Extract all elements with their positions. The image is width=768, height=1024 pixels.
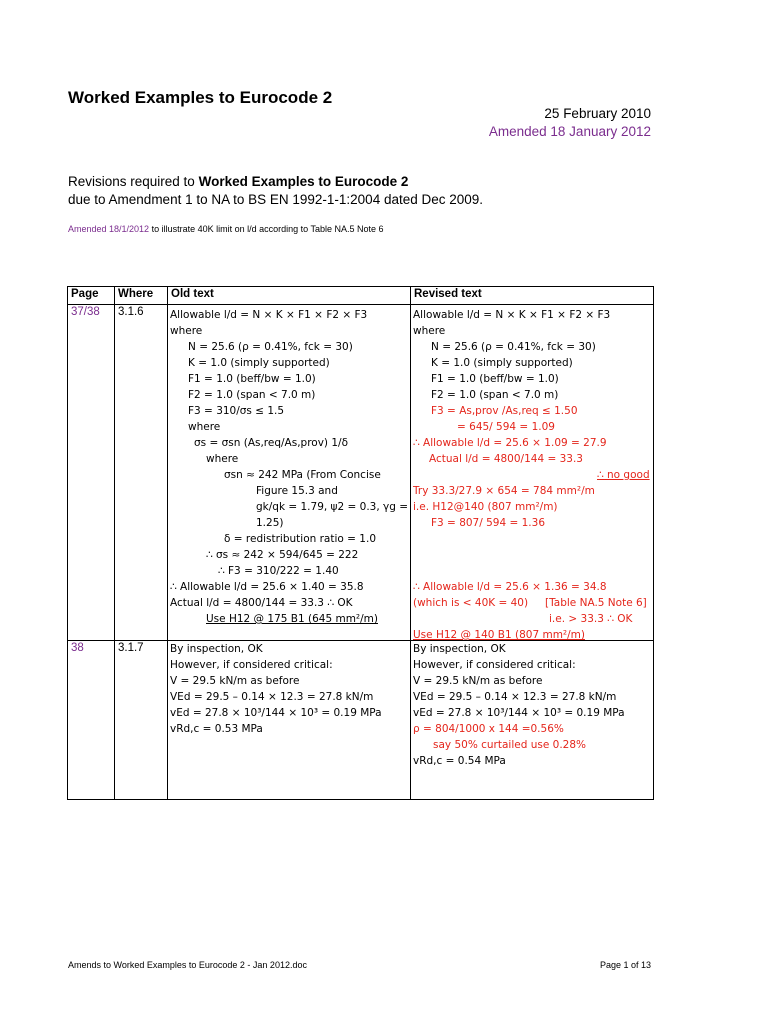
- revised-line: F3 = As,prov /As,req ≤ 1.50: [431, 405, 578, 417]
- old-line: σs = σsn (As,req/As,prov) 1/δ: [194, 437, 349, 449]
- old-line: δ = redistribution ratio = 1.0: [224, 533, 376, 545]
- old-line: where: [188, 421, 221, 433]
- header-page: Page: [68, 287, 115, 305]
- revised-line: N = 25.6 (ρ = 0.41%, fck = 30): [431, 341, 596, 353]
- row2-old-text: [168, 641, 411, 800]
- revised-line: [Table NA.5 Note 6]: [545, 597, 647, 609]
- revised-line: However, if considered critical:: [413, 659, 576, 671]
- row1-old-text: [168, 305, 411, 641]
- old-line: σsn ≈ 242 MPa (From Concise: [224, 469, 381, 481]
- revised-line: say 50% curtailed use 0.28%: [433, 739, 587, 751]
- old-line: Use H12 @ 175 B1 (645 mm²/m): [206, 613, 378, 625]
- table-row: [68, 641, 654, 800]
- revised-line: ρ = 804/1000 x 144 =0.56%: [413, 723, 564, 735]
- revised-line: = 645/ 594 = 1.09: [457, 421, 555, 433]
- old-line: ∴ σs ≈ 242 × 594/645 = 222: [206, 549, 359, 561]
- revised-line: F2 = 1.0 (span < 7.0 m): [431, 389, 559, 401]
- row1-revised-text: [411, 305, 654, 641]
- header-where: Where: [115, 287, 168, 305]
- old-line: N = 25.6 (ρ = 0.41%, fck = 30): [188, 341, 353, 353]
- revised-line: F3 = 807/ 594 = 1.36: [431, 517, 546, 529]
- amended-date: Amended 18 January 2012: [488, 124, 651, 139]
- revised-line: Allowable l/d = N × K × F1 × F2 × F3: [413, 309, 611, 321]
- old-line: Actual l/d = 4800/144 = 33.3 ∴ OK: [170, 597, 353, 609]
- document-title: Worked Examples to Eurocode 2: [68, 88, 333, 107]
- revisions-intro-line1: [68, 174, 408, 189]
- old-line: vEd = 27.8 × 10³/144 × 10³ = 0.19 MPa: [170, 707, 382, 719]
- old-line: Figure 15.3 and: [256, 485, 338, 497]
- footer-page-number: Page 1 of 13: [599, 960, 651, 970]
- revised-line: ∴ no good: [597, 469, 650, 481]
- row1-where: 3.1.6: [115, 305, 168, 641]
- revisions-intro-line2: due to Amendment 1 to NA to BS EN 1992-1-1:2004 dated Dec 2009.: [68, 192, 484, 207]
- row2-page: 38: [68, 641, 115, 800]
- old-line: F1 = 1.0 (beff/bw = 1.0): [188, 373, 316, 385]
- table-row: [68, 305, 654, 641]
- header-old-text: Old text: [168, 287, 411, 305]
- old-line: However, if considered critical:: [170, 659, 333, 671]
- revised-line: vRd,c = 0.54 MPa: [413, 755, 506, 767]
- old-line: where: [170, 325, 203, 337]
- revised-line: Actual l/d = 4800/144 = 33.3: [429, 453, 583, 465]
- revised-line: ∴ Allowable l/d = 25.6 × 1.09 = 27.9: [413, 437, 607, 449]
- amendment-note: [68, 224, 384, 234]
- revised-line: F1 = 1.0 (beff/bw = 1.0): [431, 373, 559, 385]
- header-revised-text: Revised text: [411, 287, 654, 305]
- old-line: V = 29.5 kN/m as before: [170, 675, 300, 687]
- revised-line: VEd = 29.5 – 0.14 × 12.3 = 27.8 kN/m: [413, 691, 617, 703]
- row2-revised-text: [411, 641, 654, 800]
- row1-page: 37/38: [68, 305, 115, 641]
- old-line: F3 = 310/σs ≤ 1.5: [188, 405, 285, 417]
- old-line: ∴ Allowable l/d = 25.6 × 1.40 = 35.8: [170, 581, 364, 593]
- old-line: where: [206, 453, 239, 465]
- old-line: By inspection, OK: [170, 643, 263, 655]
- revised-line: Use H12 @ 140 B1 (807 mm²/m): [413, 629, 585, 641]
- old-line: 1.25): [256, 517, 284, 529]
- old-line: ∴ F3 = 310/222 = 1.40: [218, 565, 339, 577]
- revised-line: where: [413, 325, 446, 337]
- amendment-note-text: to illustrate 40K limit on l/d according to Table NA.5 Note 6: [149, 224, 384, 234]
- revised-line: V = 29.5 kN/m as before: [413, 675, 543, 687]
- amendment-note-date: Amended 18/1/2012: [68, 224, 150, 234]
- document-date: 25 February 2010: [544, 106, 651, 121]
- revisions-bold-title: Worked Examples to Eurocode 2: [198, 174, 409, 189]
- revised-line: (which is < 40K = 40): [413, 597, 529, 609]
- revised-line: K = 1.0 (simply supported): [431, 357, 573, 369]
- revisions-table: [67, 286, 654, 800]
- old-line: VEd = 29.5 – 0.14 × 12.3 = 27.8 kN/m: [170, 691, 374, 703]
- revisions-prefix: Revisions required to: [68, 174, 199, 189]
- row2-where: 3.1.7: [115, 641, 168, 800]
- revised-line: ∴ Allowable l/d = 25.6 × 1.36 = 34.8: [413, 581, 607, 593]
- old-line: gk/qk = 1.79, ψ2 = 0.3, γg =: [256, 501, 409, 513]
- footer-filename: Amends to Worked Examples to Eurocode 2 - Jan 2012.doc: [68, 960, 307, 970]
- revised-line: vEd = 27.8 × 10³/144 × 10³ = 0.19 MPa: [413, 707, 625, 719]
- revised-line: i.e. > 33.3 ∴ OK: [549, 613, 633, 625]
- revised-line: By inspection, OK: [413, 643, 506, 655]
- old-line: F2 = 1.0 (span < 7.0 m): [188, 389, 316, 401]
- old-line: Allowable l/d = N × K × F1 × F2 × F3: [170, 309, 368, 321]
- revised-line: i.e. H12@140 (807 mm²/m): [413, 501, 558, 513]
- table-header-row: [68, 287, 654, 305]
- old-line: vRd,c = 0.53 MPa: [170, 723, 263, 735]
- old-line: K = 1.0 (simply supported): [188, 357, 330, 369]
- revised-line: Try 33.3/27.9 × 654 = 784 mm²/m: [413, 485, 595, 497]
